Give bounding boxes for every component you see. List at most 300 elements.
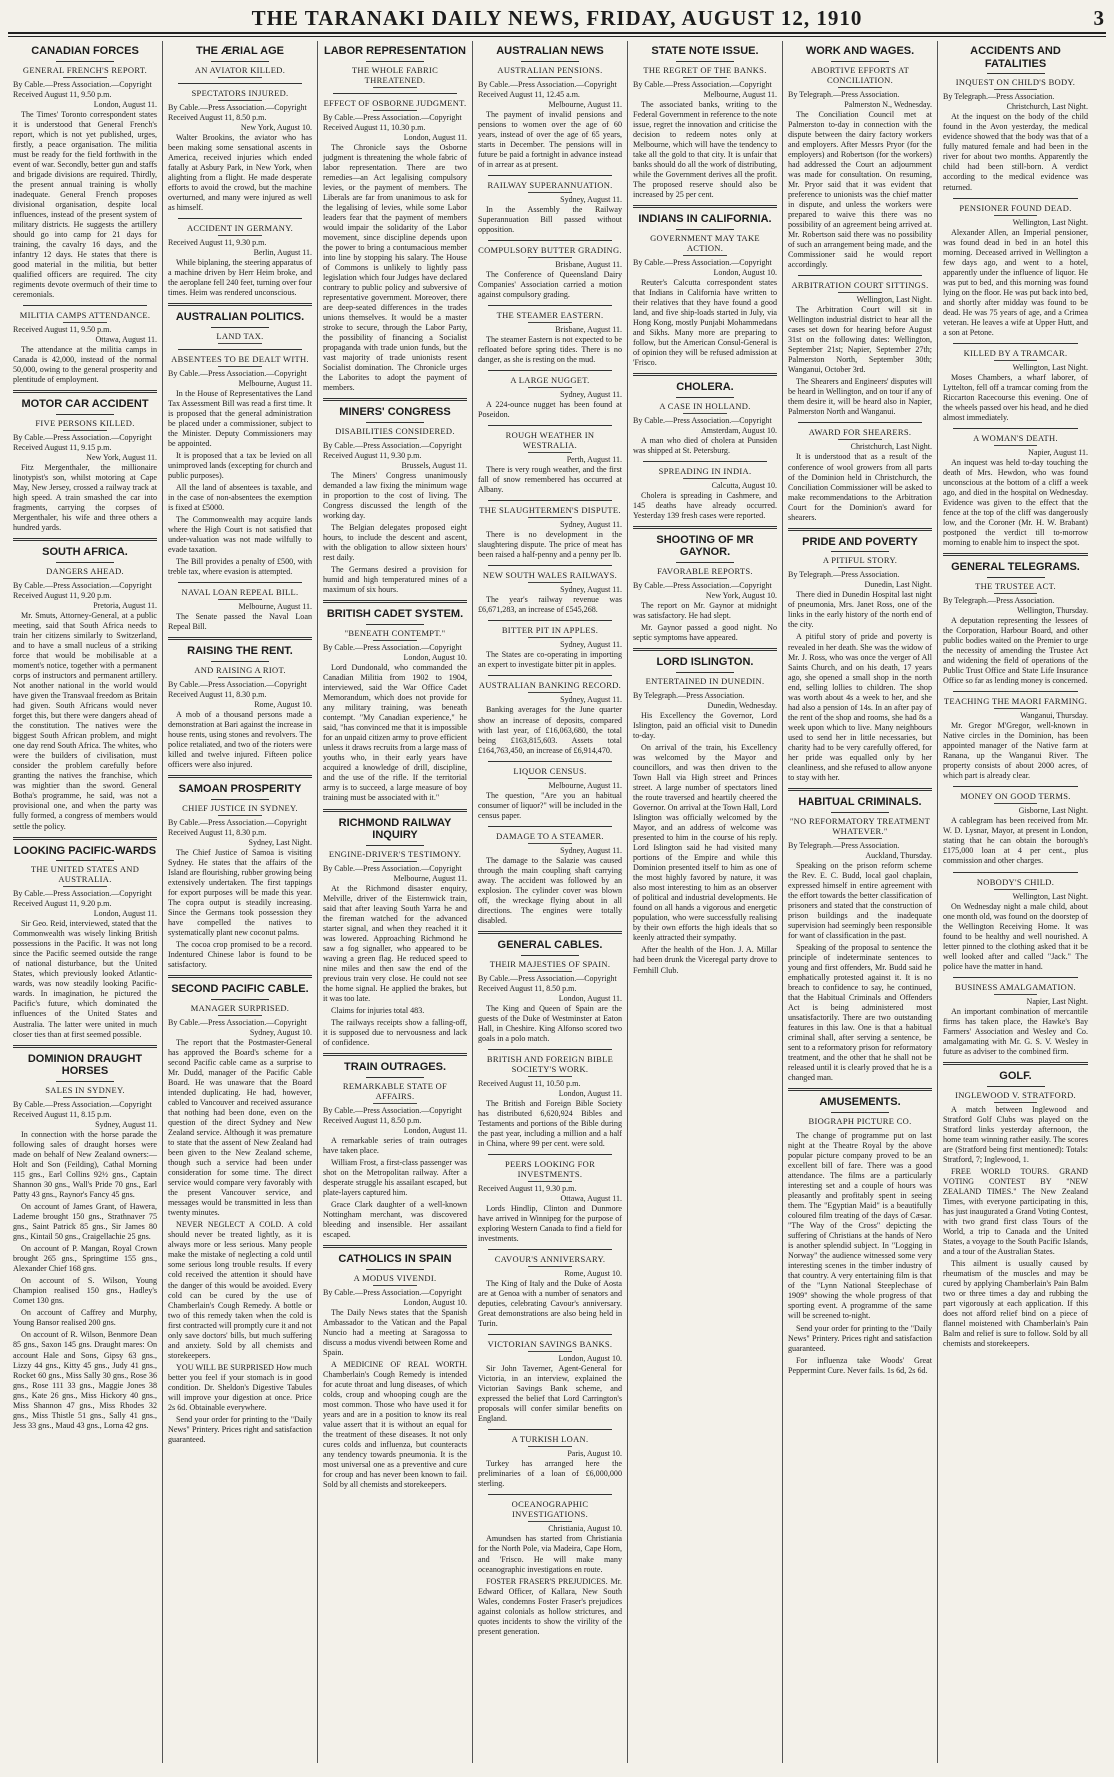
article-subheading: BRITISH AND FOREIGN BIBLE SOCIETY'S WORK. <box>478 1054 622 1077</box>
article-paragraph: In the Assembly the Railway Superannuation Bill passed without opposition. <box>478 204 622 234</box>
article-paragraph: Lord Dundonald, who commanded the Canadian Militia from 1902 to 1904, interviewed, said the War Office Cadet Memorandum, which does not provide for any military training, was beneath contempt. "My Canadian experience," he said, "has convinced me that it is impossible for an unpaid citizen army to prove efficient unless it draws recruits from a large mass of youths who, in their early years have acquired a knowledge of drill, discipline, and the use of the rifle. If the territorial army is to succeed, a large measure of boy training must be associated with it." <box>323 663 467 803</box>
headline-rule <box>211 661 269 662</box>
article-byline: By Cable.—Press Association.—Copyright <box>13 889 152 899</box>
headline-rule <box>56 414 114 415</box>
article-subheading: NOBODY'S CHILD. <box>943 877 1088 890</box>
article <box>943 786 1088 866</box>
article-byline: By Cable.—Press Association.—Copyright <box>633 79 772 89</box>
article <box>633 373 777 456</box>
article-paragraph: The associated banks, writing to the Federal Government in reference to the note issue, regret the innovation and criticise the decision to redeem notes only at Melbourne, which will have the tendency to take all the gold to that city. It is unfair that banks should do all the work of distributing, while the Government derives all the profit. The proposed reserve should also be increased by 25 per cent. <box>633 99 777 199</box>
article-paragraph: A match between Inglewood and Stratford Golf Clubs was played on the Stratford links yesterday afternoon, the home team winning rather easily. The scores are (Stratford being first mentioned): Totals: Stratford, 7; Inglewood, 1. <box>943 1104 1088 1164</box>
article <box>943 45 1088 193</box>
item-divider <box>953 343 1078 344</box>
article <box>168 775 312 970</box>
article <box>168 303 312 344</box>
article <box>168 975 312 1445</box>
article-paragraph: Walter Brookins, the aviator who has been making some sensational ascents in America, received injuries which ended fatally at Asbury Park, in New York, when alighting from a flight. He made desperate efforts to avoid the crowd, but the machine overturned, and many were injured as well as himself. <box>168 132 312 212</box>
headline-rule <box>676 672 734 673</box>
headline-rule <box>366 61 424 62</box>
section-headline: SAMOAN PROSPERITY <box>178 783 302 796</box>
article-dateline: London, August 10. <box>403 653 467 663</box>
article-dateline: Melbourne, August 11. <box>548 99 622 109</box>
article <box>323 45 467 88</box>
article <box>943 872 1088 972</box>
article-dateline: Sydney, August 11. <box>560 585 622 595</box>
section-headline: LORD ISLINGTON. <box>656 656 754 669</box>
article <box>943 198 1088 338</box>
item-divider <box>488 370 612 371</box>
article-received: Received August 11, 8.30 p.m. <box>168 827 267 837</box>
article-dateline: Sydney, August 11. <box>560 390 622 400</box>
article-paragraph: Mr. Gregor M'Gregor, well-known in Native circles in the Dominion, has been appointed manager of the Native farm at Ranana, up the Wanganui River. The property consists of about 2000 acres, of which part is already clear. <box>943 721 1088 781</box>
section-divider <box>633 526 777 529</box>
article-paragraph: Cholera is spreading in Cashmere, and 145 deaths have already occurred. Yesterday 139 fresh cases were reported. <box>633 490 777 520</box>
article-paragraph: YOU WILL BE SURPRISED How much better you feel if your stomach is in good condition. Dr. Sheldon's Digestive Tabules will improve your digestion at once. Price 2s 6d. Obtainable everywhere. <box>168 1362 312 1412</box>
headline-rule <box>831 1112 889 1113</box>
article <box>478 240 622 300</box>
article <box>478 1249 622 1329</box>
article-subheading: AUSTRALIAN BANKING RECORD. <box>478 680 622 693</box>
article-dateline: Berlin, August 11. <box>253 247 312 257</box>
section-divider <box>168 775 312 778</box>
article-paragraph: While biplaning, the steering apparatus of a machine driven by Herr Heim broke, and the aeroplane fell 240 feet, turning over four times. Heim was rendered unconscious. <box>168 257 312 297</box>
article-subheading: "NO REFORMATORY TREATMENT WHATEVER." <box>788 816 932 839</box>
item-divider <box>953 786 1078 787</box>
article-dateline: Melbourne, August 11. <box>703 89 777 99</box>
article-dateline: Melbourne, August 11. <box>238 378 312 388</box>
article-subheading: PEERS LOOKING FOR INVESTMENTS. <box>478 1159 622 1182</box>
headline-rule <box>676 397 734 398</box>
article-byline: By Cable.—Press Association.—Copyright <box>323 441 462 451</box>
section-divider <box>788 1088 932 1091</box>
section-headline: STATE NOTE ISSUE. <box>651 45 759 57</box>
article-paragraph: On account of S. Wilson, Young Champion realised 150 gns., Hadley's Comet 130 gns. <box>13 1276 157 1306</box>
article <box>478 826 622 926</box>
article <box>323 93 467 394</box>
article-paragraph: A mob of a thousand persons made a demonstration at Bari against the increase in house rents, using stones and revolvers. The police retaliated, and two of the rioters were killed and twelve injured. Fifteen police officers were also injured. <box>168 709 312 770</box>
article-byline: By Cable.—Press Association.—Copyright <box>633 580 772 590</box>
article-received: Received August 11, 9.30 p.m. <box>323 451 422 461</box>
item-divider <box>953 691 1078 692</box>
article-byline: By Cable.—Press Association.—Copyright <box>633 257 772 267</box>
article-byline: By Cable.—Press Association.—Copyright <box>323 1105 462 1115</box>
section-headline: BRITISH CADET SYSTEM. <box>326 608 464 621</box>
item-divider <box>953 872 1078 873</box>
article-dateline: London, August 10. <box>558 1354 622 1364</box>
article-paragraph: The railways receipts show a falling-off, it is supposed due to nervousness and lack of confidence. <box>323 1018 467 1048</box>
article <box>13 45 157 300</box>
section-headline: HABITUAL CRIMINALS. <box>798 795 922 808</box>
article-dateline: Sydney, August 11. <box>560 194 622 204</box>
article-received: Received August 11, 9.30 p.m. <box>168 237 267 247</box>
article-dateline: New York, August 10. <box>705 590 777 600</box>
article-paragraph: After the health of the Hon. J. A. Millar had been drunk the Viceregal party drove to Fernhill Club. <box>633 945 777 975</box>
article <box>943 553 1088 686</box>
article-paragraph: On account of James Grant, of Hawera, Lademe brought 150 gns., Strathnaver 75 gns., Saint Patrick 85 gns., Sir James 80 gns., Kintail 50 gns., Craigellachie 25 gns. <box>13 1202 157 1242</box>
article-subheading: INGLEWOOD V. STRATFORD. <box>943 1090 1088 1103</box>
article-subheading: THE WHOLE FABRIC THREATENED. <box>323 65 467 88</box>
headline-rule <box>211 327 269 328</box>
article-received: Received August 11, 9.20 p.m. <box>13 590 112 600</box>
article-subheading: PENSIONER FOUND DEAD. <box>943 203 1088 216</box>
article-paragraph: The Chronicle says the Osborne judgment is threatening the whole fabric of labor representation. There are two remedies—an Act legalising compulsory levies, or the payment of members. The Liberals are far from unanimous to ask for the legalising of levies, while some Labor leaders fear that the payment of members would impair the solidarity of the Labor movement, since discipline depends upon the power to bring a contumacious member into line by stopping his salary. The House of Commons is unlikely to lightly pass legislation which four Judges have declared contrary to public policy and subversive of representative government. Moreover, there are deep-seated differences in the trades unions themselves. It would be a master stroke to secure, through the Labor Party, the possibility of financing a Socialist propaganda with trade union funds, but the vast majority of trade unionists resent Socialist domination. The Chronicle urges the Laborites to adopt the payment of members. <box>323 142 467 393</box>
section-headline: AMUSEMENTS. <box>819 1096 901 1109</box>
article-dateline: Sydney, August 10. <box>249 1027 312 1037</box>
headline-rule <box>211 61 269 62</box>
article-dateline: Perth, August 11. <box>566 455 622 465</box>
article-subheading: ARBITRATION COURT SITTINGS. <box>788 280 932 293</box>
article-byline: By Cable.—Press Association.—Copyright <box>168 102 307 112</box>
article-subheading: AND RAISING A RIOT. <box>168 665 312 678</box>
item-divider <box>488 175 612 176</box>
article-paragraph: The Germans desired a provision for humid and high temperatured mines of a maximum of six hours. <box>323 565 467 595</box>
article-dateline: Ottawa, August 11. <box>560 1193 622 1203</box>
article-subheading: FAVORABLE REPORTS. <box>633 566 777 579</box>
headline-rule <box>987 1086 1045 1087</box>
article-byline: By Telegraph.—Press Association. <box>943 92 1055 102</box>
article-paragraph: There is no development in the slaughtering dispute. The price of meat has been raised a half-penny and a penny per lb. <box>478 530 622 560</box>
article-paragraph: The Conference of Queensland Dairy Companies' Association carried a motion against compulsory grading. <box>478 269 622 299</box>
article-received: Received August 11, 9.50 p.m. <box>13 89 112 99</box>
article-subheading: THE SLAUGHTERMEN'S DISPUTE. <box>478 505 622 518</box>
article-paragraph: At the Richmond disaster enquiry, Melville, driver of the Eisternwick train, said that after leaving South Yarra he and the fireman watched for the advanced starter signal, and when they reached it it was lowered. Approaching Richmond he saw a fog signaller, who appeared to be waving a green flag. He reduced speed to nine miles and then saw the end of the previous train very close. He could not see the home signal. He applied the brakes, but it was too late. <box>323 883 467 1004</box>
article-paragraph: Amundsen has started from Christiania for the North Pole, via Madeira, Cape Horn, and 'Frisco. He will make many oceanographic investigations en route. <box>478 1534 622 1574</box>
article-subheading: VICTORIAN SAVINGS BANKS. <box>478 1339 622 1352</box>
article-paragraph: The question, "Are you an habitual consumer of liquor?" will be included in the census paper. <box>478 790 622 820</box>
article-subheading: A MODUS VIVENDI. <box>323 1273 467 1286</box>
article-paragraph: The Shearers and Engineers' disputes will be heard in Wellington, and on tour if any of them desire it, will be heard also in Napier, Palmerston North and Wanganui. <box>788 377 932 417</box>
article-received: Received August 11, 9.20 p.m. <box>13 899 112 909</box>
article <box>323 398 467 595</box>
section-divider <box>633 648 777 651</box>
article-dateline: New York, August 10. <box>240 122 312 132</box>
article <box>478 175 622 235</box>
headline-rule <box>366 1269 424 1270</box>
article-paragraph: On arrival of the train, his Excellency was welcomed by the Mayor and councillors, and was then driven to the Town Hall via High street and Princes street. A large number of spectators lined the route traversed and heartily cheered the Governor. On arrival at the Town Hall, Lord Islington was officially welcomed by the Mayor, and an address of welcome was presented to him in the course of his reply. Lord Islington said he had visited many portions of the Empire and while this Dominion presented itself to him as one of the most highly favored by nature, it was also most interesting to him as an observer of political and industrial developments. He found on all hands a vigorous and energetic population, who were successfully realising by their own efforts the high ideals that so keenly attracted their sympathy. <box>633 742 777 943</box>
article-subheading: SPREADING IN INDIA. <box>633 466 777 479</box>
article-paragraph: Reuter's Calcutta correspondent states that Indians in California have written to their relatives that they have found a good land, and five ship-loads started in July, via Hong Kong, mostly Punjabi Mohammedans and Sikhs. Many more are preparing to follow, but the American Consul-General is of opinion they will be refused admission at 'Frisco. <box>633 277 777 367</box>
section-headline: GENERAL TELEGRAMS. <box>951 561 1080 574</box>
article-paragraph: The Conciliation Council met at Palmerston to-day in connection with the dispute between the dairy factory workers and employers. After Messrs Pryor (for the employers) and Robertson (for the workers) had addressed the Court an adjournment was made for consultation. On resuming, Mr. Pryor said that it was evident that preference to unionists was the chief matter in dispute, and unless the workers were prepared to waive this there was no possibility of an agreement being arrived at. Mr. Robertson said there was no possibility of such an arrangement being made, and the Commissioner said he would report accordingly. <box>788 109 932 270</box>
article-paragraph: The steamer Eastern is not expected to be refloated before spring tides. There is no danger, as she is resting on the mud. <box>478 335 622 365</box>
article-byline: By Cable.—Press Association.—Copyright <box>13 79 152 89</box>
article-paragraph: His Excellency the Governor, Lord Islington, paid an official visit to Dunedin to-day. <box>633 710 777 740</box>
article-paragraph: NEVER NEGLECT A COLD. A cold should never be treated lightly, as it is always more or less serious. Many people make the mistake of neglecting a cold until some serious long trouble results. If every cold received the attention it should have the danger of this would be avoided. Every cold can be cured by the use of Chamberlain's Cough Remedy. A bottle or two of this remedy taken when the cold is first contracted will promptly cure it and not only save doctors' bills, but much suffering and anxiety. Sold by all chemists and storekeepers. <box>168 1220 312 1360</box>
article <box>478 1429 622 1489</box>
article-dateline: Christchurch, Last Night. <box>1006 102 1088 112</box>
article-subheading: DAMAGE TO A STEAMER. <box>478 831 622 844</box>
article-paragraph: A remarkable series of train outrages have taken place. <box>323 1135 467 1155</box>
article-paragraph: On account of P. Mangan, Royal Crown brought 265 gns., Springtime 155 gns., Alexander Chief 168 gns. <box>13 1244 157 1274</box>
article-dateline: London, August 11. <box>558 1088 622 1098</box>
article-dateline: Wellington, Last Night. <box>1012 217 1088 227</box>
masthead <box>8 6 1106 34</box>
article-received: Received August 11, 10.50 p.m. <box>478 1078 581 1088</box>
article-paragraph: The British and Foreign Bible Society has distributed 6,620,924 Bibles and Testaments and portions of the Bible during the past year, including a million and a half in China, where 99 per cent. were sold. <box>478 1098 622 1148</box>
section-headline: CATHOLICS IN SPAIN <box>338 1253 452 1266</box>
article-paragraph: A man who died of cholera at Punsiden was shipped at St. Petersburg. <box>633 435 777 455</box>
article-dateline: Brisbane, August 11. <box>555 325 622 335</box>
article-received: Received August 11, 8.50 p.m. <box>323 1115 422 1125</box>
article <box>943 977 1088 1057</box>
section-headline: CANADIAN FORCES <box>31 45 139 57</box>
article-paragraph: Alexander Allen, an Imperial pensioner, was found dead in bed in an hotel this morning. Deceased arrived in Wellington a few days ago, and went to a hotel, apparently under the influence of liquor. He was put to bed, and this morning was found lying on the floor. He was put back into bed, and shortly after midday was found to be dead. He was 75 years of age, and a Crimea veteran. He leaves a wife at Upper Hutt, and a son at Petone. <box>943 227 1088 337</box>
article-byline: By Cable.—Press Association.—Copyright <box>323 1287 462 1297</box>
article <box>478 1049 622 1149</box>
article <box>943 343 1088 423</box>
article-subheading: SALES IN SYDNEY. <box>13 1085 157 1098</box>
article-received: Received August 11, 9.30 p.m. <box>478 1183 577 1193</box>
article <box>13 837 157 1040</box>
article-dateline: Christiania, August 10. <box>548 1524 622 1534</box>
column-7 <box>938 41 1093 1763</box>
article-dateline: New York, August 11. <box>86 453 157 462</box>
article-subheading: A CASE IN HOLLAND. <box>633 401 777 414</box>
article <box>943 1062 1088 1349</box>
article-subheading: CAVOUR'S ANNIVERSARY. <box>478 1254 622 1267</box>
article-subheading: ABORTIVE EFFORTS AT CONCILIATION. <box>788 65 932 88</box>
item-divider <box>953 977 1078 978</box>
item-divider <box>488 305 612 306</box>
article-paragraph: The Arbitration Court will sit in Wellington industrial district to hear all the cases set down for hearing before August 31st on the following dates: Wellington, September 21st; Napier, September 27th; Palmerston North, September 30th; Wanganui, October 3rd. <box>788 305 932 375</box>
article <box>943 428 1088 548</box>
masthead-title: THE TARANAKI DAILY NEWS, FRIDAY, AUGUST 12, 1910 <box>251 6 863 30</box>
article-subheading: A TURKISH LOAN. <box>478 1434 622 1447</box>
article-byline: By Telegraph.—Press Association. <box>943 595 1055 605</box>
article-paragraph: Send your order for printing to the "Daily News" Printery. Prices right and satisfaction guaranteed. <box>788 1323 932 1353</box>
section-headline: AUSTRALIAN NEWS <box>496 45 604 57</box>
article <box>478 761 622 821</box>
article-subheading: TEACHING THE MAORI FARMING. <box>943 696 1088 709</box>
article-byline: By Cable.—Press Association.—Copyright <box>168 679 307 689</box>
article-dateline: Sydney, August 11. <box>95 1119 157 1129</box>
item-divider <box>178 218 302 219</box>
article-subheading: INQUEST ON CHILD'S BODY. <box>943 77 1088 90</box>
article <box>478 1494 622 1636</box>
article-dateline: London, August 11. <box>403 1125 467 1135</box>
article-dateline: Wellington, Last Night. <box>856 295 932 305</box>
headline-rule <box>521 61 579 62</box>
article <box>633 205 777 368</box>
section-divider <box>168 637 312 640</box>
article <box>478 565 622 615</box>
article <box>168 349 312 578</box>
article-dateline: Amsterdam, August 10. <box>701 425 777 435</box>
article <box>478 370 622 420</box>
item-divider <box>643 461 767 462</box>
article <box>478 45 622 170</box>
section-divider <box>323 809 467 812</box>
column-4 <box>473 41 628 1763</box>
article <box>168 45 312 78</box>
article-dateline: Auckland, Thursday. <box>865 850 932 860</box>
article-received: Received August 11, 9.50 p.m. <box>13 325 112 335</box>
article <box>788 45 932 270</box>
article-dateline: Paris, August 10. <box>567 1449 622 1459</box>
article-paragraph: For influenza take Woods' Great Peppermint Cure. Never fails. 1s 6d, 2s 6d. <box>788 1355 932 1375</box>
article-subheading: A WOMAN'S DEATH. <box>943 433 1088 446</box>
item-divider <box>178 83 302 84</box>
article-subheading: BITTER PIT IN APPLES. <box>478 625 622 638</box>
item-divider <box>488 1334 612 1335</box>
section-divider <box>13 390 157 393</box>
article-paragraph: The Commonwealth may acquire lands where the High Court is not satisfied that under-valuation was not made wilfully to evade taxation. <box>168 515 312 555</box>
article-paragraph: The Belgian delegates proposed eight hours, to include the descent and ascent, with the obligation to allow sixteen hours' rest daily. <box>323 523 467 563</box>
column-6 <box>783 41 938 1763</box>
article <box>788 1088 932 1375</box>
article-paragraph: The Daily News states that the Spanish Ambassador to the Vatican and the Papal Nuncio had a meeting at Saragossa to discuss a modus vivendi between Rome and Spain. <box>323 1307 467 1358</box>
article-subheading: BIOGRAPH PICTURE CO. <box>788 1116 932 1129</box>
article <box>168 637 312 770</box>
article-paragraph: The attendance at the militia camps in Canada is 42,000, instead of the normal 50,000, owing to the general prosperity and plentitude of employment. <box>13 345 157 385</box>
article-subheading: SPECTATORS INJURED. <box>168 88 312 101</box>
article-paragraph: Speaking on the prison reform scheme the Rev. E. C. Budd, local gaol chaplain, expressed himself in entire agreement with the effort towards the better classification of prisoners and stated that the construction of prison buildings and the inadequate supervision had seemingly been responsible for want of classification in the past. <box>788 860 932 940</box>
article-paragraph: In the House of Representatives the Land Tax Assessment Bill was read a first time. It is proposed that the general administration be placed under a commissioner, subject to the Minister. Deputy Commissioners may be appointed. <box>168 388 312 448</box>
article-dateline: Sydney, Last Night. <box>248 837 312 847</box>
article-byline: By Cable.—Press Association.—Copyright <box>478 79 617 89</box>
article <box>168 83 312 213</box>
article-paragraph: There died in Dunedin Hospital last night of pneumonia, Mrs. Janet Ross, one of the links in the early history of the north end of the city. <box>788 590 932 630</box>
headline-rule <box>211 999 269 1000</box>
section-headline: DOMINION DRAUGHT HORSES <box>27 1052 143 1078</box>
article <box>13 305 157 385</box>
headline-rule <box>366 1077 424 1078</box>
article-byline: By Telegraph.—Press Association. <box>633 690 745 700</box>
section-headline: TRAIN OUTRAGES. <box>343 1061 447 1074</box>
article-subheading: AN AVIATOR KILLED. <box>168 65 312 78</box>
article-paragraph: The change of programme put on last night at the Theatre Royal by the above popular picture company proved to be an excellent bill of fare. There was a good attendance. The films are a particularly interesting set and a couple of hours was pleasantly and profitably spent in seeing them. The "Egyptian Maid" is a beautifully coloured film treating of the days of Cæsar. "The Way of the Cross" depicting the suffering of Christians at the hands of Nero is another splendid subject. In "Logging in Norway" the audience witnessed some very interesting scenes in the timber industry of that country. A very entertaining film is that of the "Lynn National Steeplechase of 1909" showing the whole progress of that sporting event. A programme of the same will be screened to-night. <box>788 1130 932 1321</box>
article-dateline: Napier, August 11. <box>1028 448 1088 458</box>
article-subheading: GENERAL FRENCH'S REPORT. <box>13 65 157 78</box>
article-subheading: KILLED BY A TRAMCAR. <box>943 348 1088 361</box>
article-dateline: Rome, August 10. <box>254 699 312 709</box>
article-subheading: RAILWAY SUPERANNUATION. <box>478 180 622 193</box>
item-divider <box>953 198 1078 199</box>
section-headline: SECOND PACIFIC CABLE. <box>171 983 309 996</box>
section-divider <box>633 373 777 376</box>
article-paragraph: Mr. Gaynor passed a good night. No septic symptoms have appeared. <box>633 623 777 643</box>
article-paragraph: The damage to the Salazie was caused through the main coupling shaft carrying away. The accident was followed by an explosion. The cylinder cover was blown off, the wreckage flying about in all directions. The engines were totally disabled. <box>478 855 622 925</box>
article-paragraph: On account of R. Wilson, Benmore Dean 85 gns., Saxon 145 gns. Draught mares: On account Hale and Sons, Gipsy 63 gns., Lizzy 44 gns., Kitty 45 gns., Judy 41 gns., Rocket 60 gns., Miss Sally 30 gns., Rose 36 gns., Rose 111 33 gns., Maggie Jones 38 gns., Kate 26 gns., Miss Hickory 40 gns., Miss Shannon 47 gns., Miss Rhodes 32 gns., Miss Thistle 51 gns., Sally 41 gns., Jess 33 gns., Maud 43 gns., Lorna 42 gns. <box>13 1330 157 1430</box>
headline-rule <box>987 577 1045 578</box>
section-divider <box>633 205 777 208</box>
section-headline: RAISING THE RENT. <box>187 645 293 658</box>
article <box>633 648 777 975</box>
article-paragraph: It is understood that as a result of the conference of wool growers from all parts of the Dominion held in Christchurch, the Conciliation Commissioner will be asked to make recommendations to the Arbitration Court for the Dominion's award for shearers. <box>788 452 932 522</box>
article-dateline: London, August 11. <box>558 993 622 1003</box>
article <box>943 691 1088 781</box>
article <box>323 600 467 803</box>
article-subheading: LIQUOR CENSUS. <box>478 766 622 779</box>
article-paragraph: Banking averages for the June quarter show an increase of deposits, compared with last year, of £16,063,680, the total being £163,815,603. Assets total £164,763,450, an increase of £6,914,470. <box>478 705 622 755</box>
article <box>168 218 312 298</box>
article-dateline: Napier, Last Night. <box>1026 996 1088 1006</box>
article-subheading: "BENEATH CONTEMPT." <box>323 628 467 641</box>
article-byline: By Cable.—Press Association.—Copyright <box>478 973 617 983</box>
article-byline: By Cable.—Press Association.—Copyright <box>13 1099 152 1109</box>
article <box>13 538 157 831</box>
article-subheading: GOVERNMENT MAY TAKE ACTION. <box>633 233 777 256</box>
article-subheading: CHIEF JUSTICE IN SYDNEY. <box>168 803 312 816</box>
section-divider <box>323 1053 467 1056</box>
article-subheading: LAND TAX. <box>168 331 312 344</box>
article-subheading: THE REGRET OF THE BANKS. <box>633 65 777 78</box>
article-paragraph: FREE WORLD TOURS. GRAND VOTING CONTEST BY "NEW ZEALAND TIMES." The New Zealand Times, with everyone participating in this, has just inaugurated a Grand Voting Contest, with two grand first class Tours of the World, a trip to Canada and the United States, a voyage to the South Pacific Islands, and a tour of the Australian States. <box>943 1166 1088 1256</box>
section-headline: LOOKING PACIFIC-WARDS <box>13 844 157 857</box>
column-3 <box>318 41 473 1763</box>
article-paragraph: Sir John Taverner, Agent-General for Victoria, in an interview, explained the Victorian Savings Bank scheme, and expressed the belief that Lord Carrington's proposals will confer similar benefits on England. <box>478 1364 622 1424</box>
headline-rule <box>56 562 114 563</box>
article <box>633 45 777 200</box>
article-dateline: Wellington, Thursday. <box>1017 605 1088 615</box>
article-paragraph: The report that the Postmaster-General has approved the Board's scheme for a second Pacific cable came as a surprise to Mr. Dudd, manager of the Pacific Cable Board. He was unaware that the Board intended duplicating. He had, however, cabled to Vancouver and received assurance that nothing had been done, even on the question of the direct Sydney and New Zealand service. Although it was premature to state that the assent of New Zealand had been given to the New Zealand scheme, though such a service had been under consideration for some time. The direct service would compare very favorably with the present Vancouver service, and messages would be transmitted in less than twenty minutes. <box>168 1037 312 1218</box>
article-dateline: London, August 10. <box>403 1297 467 1307</box>
section-headline: WORK AND WAGES. <box>805 45 915 57</box>
article-paragraph: FOSTER FRASER'S PREJUDICES. Mr. Edward Officer, of Kallara, New South Wales, condemns Foster Fraser's prejudices against colonials as hollow strictures, and quotes incidents to show the virility of the present generation. <box>478 1576 622 1636</box>
item-divider <box>488 1154 612 1155</box>
headline-rule <box>56 61 114 62</box>
column-1 <box>8 41 163 1763</box>
article-dateline: Sydney, August 11. <box>560 845 622 855</box>
article-paragraph: A pitiful story of pride and poverty is revealed in her death. She was the widow of Mr. J. Ross, who was once the verger of All Saints Church, and on his death, 17 years ago, she opened a small shop in the north end, selling lollies to children. The shop was worth about 4s a week to her, and she had also a pension of 14s. In an after pay of the rent of the shop and rooms, she had 8s a week upon which to live. Many neighbours used to send her in little necessaries, but charity had to be very carefully offered, for her pride was equalled only by her cleanliness, and she refused to allow anyone to stay with her. <box>788 632 932 782</box>
article-dateline: Dunedin, Wednesday. <box>707 700 777 710</box>
article-paragraph: On account of Caffrey and Murphy, Young Bansor realised 200 gns. <box>13 1308 157 1328</box>
item-divider <box>798 422 922 423</box>
section-headline: GENERAL CABLES. <box>497 938 603 951</box>
article-dateline: Pretoria, August 11. <box>93 600 157 610</box>
article <box>478 425 622 495</box>
article-paragraph: At the inquest on the body of the child found in the Avon yesterday, the medical evidence showed that the body was that of a fully matured female and had been in the river for about two months. Apparently the child had been still-born. A verdict according to the medical evidence was returned. <box>943 112 1088 192</box>
article-dateline: Wanganui, Thursday. <box>1020 711 1088 721</box>
article-byline: By Cable.—Press Association.—Copyright <box>13 433 152 442</box>
section-divider <box>788 528 932 531</box>
article-paragraph: Grace Clark daughter of a well-known Nottingham merchant, was discovered bleeding and insensible. Her assailant escaped. <box>323 1200 467 1240</box>
article-paragraph: Mr. Smuts, Attorney-General, at a public meeting, said that South Africa needs to train her citizens similarly to Switzerland, and to have a small nucleus of a striking force that would be mobilisable at a moment's notice, together with a permanent corps of instructors and permanent artillery. Not another national in the world would have given the Transvaal freedom as Britain had given. South Africans would never forget this, but there were dangers ahead of the constitution. The natives were the biggest South African problem, and might one day rend South Africa. The whites, who were the builders of civilisation, must consider the problem carefully before granting the natives the franchise, which was mightier than the sword. General Botha's programme, he said, was not a provisional one, and when the party was fully formed, a congress of members would settle the policy. <box>13 610 157 831</box>
section-divider <box>323 398 467 401</box>
item-divider <box>178 349 302 350</box>
article-subheading: ABSENTEES TO BE DEALT WITH. <box>168 354 312 367</box>
article-byline: By Telegraph.—Press Association. <box>788 840 900 850</box>
article-subheading: REMARKABLE STATE OF AFFAIRS. <box>323 1081 467 1104</box>
article <box>788 422 932 522</box>
section-divider <box>943 553 1088 556</box>
item-divider <box>488 761 612 762</box>
headline-rule <box>676 61 734 62</box>
section-headline: ACCIDENTS AND FATALITIES <box>970 45 1061 70</box>
article-subheading: COMPULSORY BUTTER GRADING. <box>478 245 622 258</box>
article-paragraph: The Bill provides a penalty of £500, with treble tax, where evasion is attempted. <box>168 557 312 577</box>
article <box>633 526 777 643</box>
article-paragraph: On Wednesday night a male child, about one month old, was found on the doorstep of the Wellington Receiving Home. It was found to be healthy and well nourished. A letter pinned to the clothing asked that it be well looked after and called "Jack." The police have the matter in hand. <box>943 901 1088 971</box>
article-received: Received August 11, 12.45 a.m. <box>478 89 580 99</box>
item-divider <box>488 240 612 241</box>
item-divider <box>488 1249 612 1250</box>
article-subheading: NEW SOUTH WALES RAILWAYS. <box>478 570 622 583</box>
article-subheading: THEIR MAJESTIES OF SPAIN. <box>478 959 622 972</box>
section-headline: LABOR REPRESENTATION <box>324 45 466 57</box>
headline-rule <box>366 845 424 846</box>
article-byline: By Cable.—Press Association.—Copyright <box>323 643 462 653</box>
item-divider <box>178 582 302 583</box>
article <box>478 675 622 755</box>
section-divider <box>168 303 312 306</box>
article-paragraph: In connection with the horse parade the following sales of draught horses were made on behalf of New Zealand owners:—Holt and Son (Feilding), Cathal Morning 115 gns., Earl Collins 92½ gns., Captain Shannon 30 gns., Wall's Pride 70 gns., Earl Patty 43 gns., Raynor's Fancy 45 gns. <box>13 1129 157 1200</box>
article-dateline: Sydney, August 11. <box>560 695 622 705</box>
article-subheading: DISABILITIES CONSIDERED. <box>323 426 467 439</box>
article-dateline: Brisbane, August 11. <box>555 259 622 269</box>
article <box>478 1154 622 1244</box>
section-divider <box>943 1062 1088 1065</box>
